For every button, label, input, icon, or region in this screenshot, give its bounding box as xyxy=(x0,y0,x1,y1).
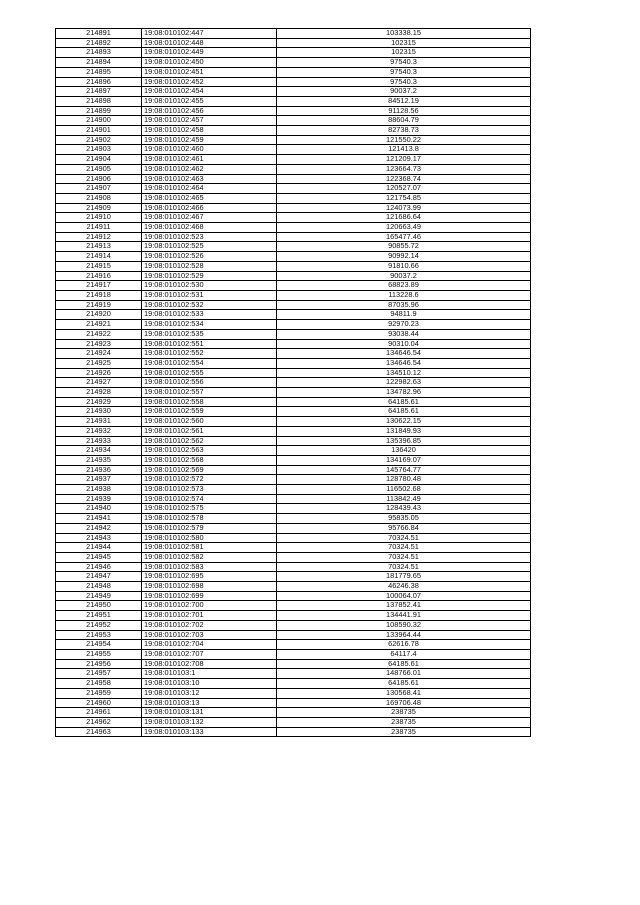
row-id-cell: 214944 xyxy=(56,543,142,553)
value-cell: 91810.66 xyxy=(277,261,531,271)
table-row xyxy=(56,339,531,349)
value-cell: 134169.07 xyxy=(277,455,531,465)
table-row xyxy=(56,67,531,77)
cadastral-number-cell: 19:08:010102:533 xyxy=(142,310,277,320)
row-id-cell: 214935 xyxy=(56,455,142,465)
value-cell: 68823.89 xyxy=(277,281,531,291)
cadastral-number-cell: 19:08:010102:462 xyxy=(142,164,277,174)
cadastral-number-cell: 19:08:010102:555 xyxy=(142,368,277,378)
row-id-cell: 214896 xyxy=(56,77,142,87)
table-row xyxy=(56,562,531,572)
row-id-cell: 214891 xyxy=(56,29,142,39)
table-row xyxy=(56,252,531,262)
value-cell: 70324.51 xyxy=(277,543,531,553)
table-row xyxy=(56,378,531,388)
table-row xyxy=(56,455,531,465)
cadastral-number-cell: 19:08:010102:461 xyxy=(142,155,277,165)
table-row xyxy=(56,242,531,252)
cadastral-number-cell: 19:08:010102:558 xyxy=(142,397,277,407)
cadastral-number-cell: 19:08:010102:551 xyxy=(142,339,277,349)
row-id-cell: 214928 xyxy=(56,388,142,398)
table-row xyxy=(56,58,531,68)
cadastral-number-cell: 19:08:010102:459 xyxy=(142,135,277,145)
row-id-cell: 214925 xyxy=(56,358,142,368)
value-cell: 137852.41 xyxy=(277,601,531,611)
cadastral-number-cell: 19:08:010102:700 xyxy=(142,601,277,611)
value-cell: 64185.61 xyxy=(277,397,531,407)
table-row xyxy=(56,601,531,611)
row-id-cell: 214923 xyxy=(56,339,142,349)
value-cell: 238735 xyxy=(277,717,531,727)
row-id-cell: 214894 xyxy=(56,58,142,68)
cadastral-number-cell: 19:08:010102:557 xyxy=(142,388,277,398)
value-cell: 70324.51 xyxy=(277,552,531,562)
row-id-cell: 214943 xyxy=(56,533,142,543)
value-cell: 134510.12 xyxy=(277,368,531,378)
value-cell: 90037.2 xyxy=(277,271,531,281)
value-cell: 128439.43 xyxy=(277,504,531,514)
table-row xyxy=(56,126,531,136)
cadastral-number-cell: 19:08:010102:531 xyxy=(142,290,277,300)
table-row xyxy=(56,271,531,281)
cadastral-number-cell: 19:08:010102:552 xyxy=(142,349,277,359)
value-cell: 122982.63 xyxy=(277,378,531,388)
table-row xyxy=(56,708,531,718)
value-cell: 136420 xyxy=(277,446,531,456)
cadastral-number-cell: 19:08:010102:457 xyxy=(142,116,277,126)
row-id-cell: 214926 xyxy=(56,368,142,378)
value-cell: 145764.77 xyxy=(277,465,531,475)
value-cell: 64117.4 xyxy=(277,650,531,660)
row-id-cell: 214962 xyxy=(56,717,142,727)
cadastral-number-cell: 19:08:010102:582 xyxy=(142,552,277,562)
cadastral-number-cell: 19:08:010103:12 xyxy=(142,688,277,698)
value-cell: 97540.3 xyxy=(277,77,531,87)
row-id-cell: 214921 xyxy=(56,320,142,330)
table-row xyxy=(56,77,531,87)
table-row xyxy=(56,193,531,203)
value-cell: 130622.15 xyxy=(277,417,531,427)
row-id-cell: 214963 xyxy=(56,727,142,737)
table-row xyxy=(56,310,531,320)
cadastral-number-cell: 19:08:010102:704 xyxy=(142,640,277,650)
cadastral-number-cell: 19:08:010102:464 xyxy=(142,184,277,194)
cadastral-number-cell: 19:08:010102:575 xyxy=(142,504,277,514)
table-row xyxy=(56,145,531,155)
table-row xyxy=(56,679,531,689)
cadastral-value-table xyxy=(55,28,531,737)
table-row xyxy=(56,106,531,116)
cadastral-number-cell: 19:08:010102:458 xyxy=(142,126,277,136)
table-row xyxy=(56,213,531,223)
value-cell: 181779.65 xyxy=(277,572,531,582)
row-id-cell: 214930 xyxy=(56,407,142,417)
cadastral-number-cell: 19:08:010102:523 xyxy=(142,232,277,242)
value-cell: 102315 xyxy=(277,38,531,48)
cadastral-number-cell: 19:08:010102:559 xyxy=(142,407,277,417)
row-id-cell: 214950 xyxy=(56,601,142,611)
row-id-cell: 214938 xyxy=(56,485,142,495)
value-cell: 113842.49 xyxy=(277,494,531,504)
value-cell: 165477.46 xyxy=(277,232,531,242)
cadastral-number-cell: 19:08:010102:455 xyxy=(142,96,277,106)
value-cell: 91128.56 xyxy=(277,106,531,116)
value-cell: 70324.51 xyxy=(277,533,531,543)
table-row xyxy=(56,640,531,650)
cadastral-number-cell: 19:08:010102:561 xyxy=(142,426,277,436)
cadastral-number-cell: 19:08:010102:447 xyxy=(142,29,277,39)
row-id-cell: 214932 xyxy=(56,426,142,436)
cadastral-number-cell: 19:08:010102:534 xyxy=(142,320,277,330)
row-id-cell: 214936 xyxy=(56,465,142,475)
row-id-cell: 214909 xyxy=(56,203,142,213)
table-row xyxy=(56,727,531,737)
table-row xyxy=(56,358,531,368)
value-cell: 131849.93 xyxy=(277,426,531,436)
table-row xyxy=(56,388,531,398)
value-cell: 121754.85 xyxy=(277,193,531,203)
table-row xyxy=(56,184,531,194)
row-id-cell: 214899 xyxy=(56,106,142,116)
value-cell: 134646.54 xyxy=(277,349,531,359)
value-cell: 97540.3 xyxy=(277,58,531,68)
row-id-cell: 214910 xyxy=(56,213,142,223)
table-row xyxy=(56,329,531,339)
cadastral-number-cell: 19:08:010102:452 xyxy=(142,77,277,87)
table-row xyxy=(56,698,531,708)
cadastral-number-cell: 19:08:010102:456 xyxy=(142,106,277,116)
cadastral-number-cell: 19:08:010102:449 xyxy=(142,48,277,58)
cadastral-number-cell: 19:08:010103:1 xyxy=(142,669,277,679)
row-id-cell: 214915 xyxy=(56,261,142,271)
table-body xyxy=(56,29,531,737)
value-cell: 90855.72 xyxy=(277,242,531,252)
row-id-cell: 214931 xyxy=(56,417,142,427)
row-id-cell: 214919 xyxy=(56,300,142,310)
value-cell: 238735 xyxy=(277,708,531,718)
row-id-cell: 214955 xyxy=(56,650,142,660)
cadastral-number-cell: 19:08:010102:554 xyxy=(142,358,277,368)
table-row xyxy=(56,38,531,48)
row-id-cell: 214948 xyxy=(56,582,142,592)
cadastral-number-cell: 19:08:010102:573 xyxy=(142,485,277,495)
value-cell: 113228.6 xyxy=(277,290,531,300)
row-id-cell: 214946 xyxy=(56,562,142,572)
value-cell: 64185.61 xyxy=(277,407,531,417)
value-cell: 123664.73 xyxy=(277,164,531,174)
table-row xyxy=(56,446,531,456)
row-id-cell: 214901 xyxy=(56,126,142,136)
table-row xyxy=(56,290,531,300)
value-cell: 116502.68 xyxy=(277,485,531,495)
table-row xyxy=(56,135,531,145)
table-row xyxy=(56,174,531,184)
table-row xyxy=(56,475,531,485)
value-cell: 84512.19 xyxy=(277,96,531,106)
value-cell: 120527.07 xyxy=(277,184,531,194)
cadastral-number-cell: 19:08:010102:529 xyxy=(142,271,277,281)
row-id-cell: 214904 xyxy=(56,155,142,165)
value-cell: 92970.23 xyxy=(277,320,531,330)
table-row xyxy=(56,368,531,378)
cadastral-number-cell: 19:08:010102:702 xyxy=(142,620,277,630)
value-cell: 95835.05 xyxy=(277,514,531,524)
row-id-cell: 214922 xyxy=(56,329,142,339)
cadastral-number-cell: 19:08:010102:450 xyxy=(142,58,277,68)
row-id-cell: 214954 xyxy=(56,640,142,650)
row-id-cell: 214892 xyxy=(56,38,142,48)
value-cell: 88604.79 xyxy=(277,116,531,126)
value-cell: 46246.38 xyxy=(277,582,531,592)
value-cell: 135396.85 xyxy=(277,436,531,446)
value-cell: 102315 xyxy=(277,48,531,58)
row-id-cell: 214918 xyxy=(56,290,142,300)
row-id-cell: 214893 xyxy=(56,48,142,58)
cadastral-number-cell: 19:08:010102:703 xyxy=(142,630,277,640)
row-id-cell: 214953 xyxy=(56,630,142,640)
table-row xyxy=(56,650,531,660)
cadastral-number-cell: 19:08:010102:535 xyxy=(142,329,277,339)
table-row xyxy=(56,504,531,514)
cadastral-number-cell: 19:08:010102:532 xyxy=(142,300,277,310)
table-row xyxy=(56,426,531,436)
cadastral-number-cell: 19:08:010102:578 xyxy=(142,514,277,524)
cadastral-number-cell: 19:08:010102:695 xyxy=(142,572,277,582)
value-cell: 87035.96 xyxy=(277,300,531,310)
cadastral-number-cell: 19:08:010102:448 xyxy=(142,38,277,48)
value-cell: 62616.78 xyxy=(277,640,531,650)
value-cell: 93038.44 xyxy=(277,329,531,339)
table-row xyxy=(56,116,531,126)
row-id-cell: 214907 xyxy=(56,184,142,194)
cadastral-number-cell: 19:08:010102:454 xyxy=(142,87,277,97)
cadastral-number-cell: 19:08:010102:568 xyxy=(142,455,277,465)
value-cell: 108590.32 xyxy=(277,620,531,630)
row-id-cell: 214945 xyxy=(56,552,142,562)
cadastral-number-cell: 19:08:010103:10 xyxy=(142,679,277,689)
row-id-cell: 214916 xyxy=(56,271,142,281)
value-cell: 64185.61 xyxy=(277,659,531,669)
value-cell: 130568.41 xyxy=(277,688,531,698)
row-id-cell: 214897 xyxy=(56,87,142,97)
table-row xyxy=(56,591,531,601)
cadastral-number-cell: 19:08:010103:131 xyxy=(142,708,277,718)
row-id-cell: 214920 xyxy=(56,310,142,320)
cadastral-number-cell: 19:08:010102:467 xyxy=(142,213,277,223)
cadastral-number-cell: 19:08:010102:583 xyxy=(142,562,277,572)
cadastral-number-cell: 19:08:010102:463 xyxy=(142,174,277,184)
value-cell: 94811.9 xyxy=(277,310,531,320)
cadastral-number-cell: 19:08:010102:581 xyxy=(142,543,277,553)
row-id-cell: 214924 xyxy=(56,349,142,359)
value-cell: 120663.49 xyxy=(277,223,531,233)
cadastral-number-cell: 19:08:010102:572 xyxy=(142,475,277,485)
table-row xyxy=(56,232,531,242)
cadastral-number-cell: 19:08:010102:563 xyxy=(142,446,277,456)
value-cell: 134441.91 xyxy=(277,611,531,621)
value-cell: 238735 xyxy=(277,727,531,737)
row-id-cell: 214961 xyxy=(56,708,142,718)
table-row xyxy=(56,688,531,698)
cadastral-number-cell: 19:08:010102:579 xyxy=(142,523,277,533)
value-cell: 95766.84 xyxy=(277,523,531,533)
table-row xyxy=(56,349,531,359)
row-id-cell: 214913 xyxy=(56,242,142,252)
value-cell: 70324.51 xyxy=(277,562,531,572)
row-id-cell: 214902 xyxy=(56,135,142,145)
table-row xyxy=(56,417,531,427)
table-row xyxy=(56,543,531,553)
cadastral-number-cell: 19:08:010102:569 xyxy=(142,465,277,475)
cadastral-number-cell: 19:08:010102:574 xyxy=(142,494,277,504)
row-id-cell: 214927 xyxy=(56,378,142,388)
table-row xyxy=(56,465,531,475)
cadastral-number-cell: 19:08:010102:530 xyxy=(142,281,277,291)
value-cell: 82738.73 xyxy=(277,126,531,136)
value-cell: 121209.17 xyxy=(277,155,531,165)
cadastral-number-cell: 19:08:010102:699 xyxy=(142,591,277,601)
table-row xyxy=(56,48,531,58)
value-cell: 90310.04 xyxy=(277,339,531,349)
cadastral-number-cell: 19:08:010102:460 xyxy=(142,145,277,155)
table-row xyxy=(56,164,531,174)
table-row xyxy=(56,630,531,640)
table-row xyxy=(56,397,531,407)
value-cell: 97540.3 xyxy=(277,67,531,77)
row-id-cell: 214934 xyxy=(56,446,142,456)
row-id-cell: 214942 xyxy=(56,523,142,533)
row-id-cell: 214937 xyxy=(56,475,142,485)
table-row xyxy=(56,436,531,446)
cadastral-number-cell: 19:08:010102:707 xyxy=(142,650,277,660)
table-row xyxy=(56,659,531,669)
value-cell: 121413.8 xyxy=(277,145,531,155)
row-id-cell: 214917 xyxy=(56,281,142,291)
table-row xyxy=(56,552,531,562)
row-id-cell: 214900 xyxy=(56,116,142,126)
table-row xyxy=(56,155,531,165)
table-row xyxy=(56,533,531,543)
cadastral-number-cell: 19:08:010102:528 xyxy=(142,261,277,271)
table-row xyxy=(56,203,531,213)
value-cell: 133964.44 xyxy=(277,630,531,640)
cadastral-number-cell: 19:08:010102:525 xyxy=(142,242,277,252)
table-row xyxy=(56,29,531,39)
value-cell: 169706.48 xyxy=(277,698,531,708)
value-cell: 134646.54 xyxy=(277,358,531,368)
value-cell: 90992.14 xyxy=(277,252,531,262)
table-row xyxy=(56,494,531,504)
table-row xyxy=(56,582,531,592)
cadastral-number-cell: 19:08:010102:556 xyxy=(142,378,277,388)
cadastral-number-cell: 19:08:010103:133 xyxy=(142,727,277,737)
value-cell: 64185.61 xyxy=(277,679,531,689)
row-id-cell: 214940 xyxy=(56,504,142,514)
table-row xyxy=(56,96,531,106)
table-row xyxy=(56,261,531,271)
row-id-cell: 214912 xyxy=(56,232,142,242)
row-id-cell: 214933 xyxy=(56,436,142,446)
table-row xyxy=(56,87,531,97)
value-cell: 134782.96 xyxy=(277,388,531,398)
row-id-cell: 214956 xyxy=(56,659,142,669)
table-row xyxy=(56,523,531,533)
cadastral-number-cell: 19:08:010102:708 xyxy=(142,659,277,669)
row-id-cell: 214906 xyxy=(56,174,142,184)
row-id-cell: 214952 xyxy=(56,620,142,630)
table-row xyxy=(56,620,531,630)
row-id-cell: 214958 xyxy=(56,679,142,689)
row-id-cell: 214903 xyxy=(56,145,142,155)
cadastral-number-cell: 19:08:010102:451 xyxy=(142,67,277,77)
table-row xyxy=(56,320,531,330)
table-row xyxy=(56,572,531,582)
value-cell: 121686.64 xyxy=(277,213,531,223)
row-id-cell: 214905 xyxy=(56,164,142,174)
value-cell: 124073.99 xyxy=(277,203,531,213)
table-row xyxy=(56,281,531,291)
row-id-cell: 214911 xyxy=(56,223,142,233)
row-id-cell: 214929 xyxy=(56,397,142,407)
row-id-cell: 214947 xyxy=(56,572,142,582)
row-id-cell: 214939 xyxy=(56,494,142,504)
cadastral-number-cell: 19:08:010103:13 xyxy=(142,698,277,708)
cadastral-number-cell: 19:08:010102:698 xyxy=(142,582,277,592)
value-cell: 90037.2 xyxy=(277,87,531,97)
table-row xyxy=(56,223,531,233)
cadastral-number-cell: 19:08:010103:132 xyxy=(142,717,277,727)
value-cell: 122368.74 xyxy=(277,174,531,184)
row-id-cell: 214895 xyxy=(56,67,142,77)
cadastral-number-cell: 19:08:010102:466 xyxy=(142,203,277,213)
row-id-cell: 214949 xyxy=(56,591,142,601)
cadastral-number-cell: 19:08:010102:526 xyxy=(142,252,277,262)
table-row xyxy=(56,407,531,417)
table-row xyxy=(56,300,531,310)
cadastral-number-cell: 19:08:010102:468 xyxy=(142,223,277,233)
row-id-cell: 214951 xyxy=(56,611,142,621)
table-row xyxy=(56,669,531,679)
table-row xyxy=(56,611,531,621)
cadastral-number-cell: 19:08:010102:701 xyxy=(142,611,277,621)
row-id-cell: 214908 xyxy=(56,193,142,203)
row-id-cell: 214960 xyxy=(56,698,142,708)
row-id-cell: 214898 xyxy=(56,96,142,106)
cadastral-number-cell: 19:08:010102:465 xyxy=(142,193,277,203)
value-cell: 103338.15 xyxy=(277,29,531,39)
cadastral-number-cell: 19:08:010102:580 xyxy=(142,533,277,543)
row-id-cell: 214914 xyxy=(56,252,142,262)
table-row xyxy=(56,717,531,727)
row-id-cell: 214941 xyxy=(56,514,142,524)
value-cell: 100064.07 xyxy=(277,591,531,601)
row-id-cell: 214957 xyxy=(56,669,142,679)
cadastral-number-cell: 19:08:010102:560 xyxy=(142,417,277,427)
value-cell: 121550.22 xyxy=(277,135,531,145)
table-row xyxy=(56,485,531,495)
row-id-cell: 214959 xyxy=(56,688,142,698)
table-row xyxy=(56,514,531,524)
value-cell: 148766.01 xyxy=(277,669,531,679)
cadastral-number-cell: 19:08:010102:562 xyxy=(142,436,277,446)
value-cell: 128780.48 xyxy=(277,475,531,485)
